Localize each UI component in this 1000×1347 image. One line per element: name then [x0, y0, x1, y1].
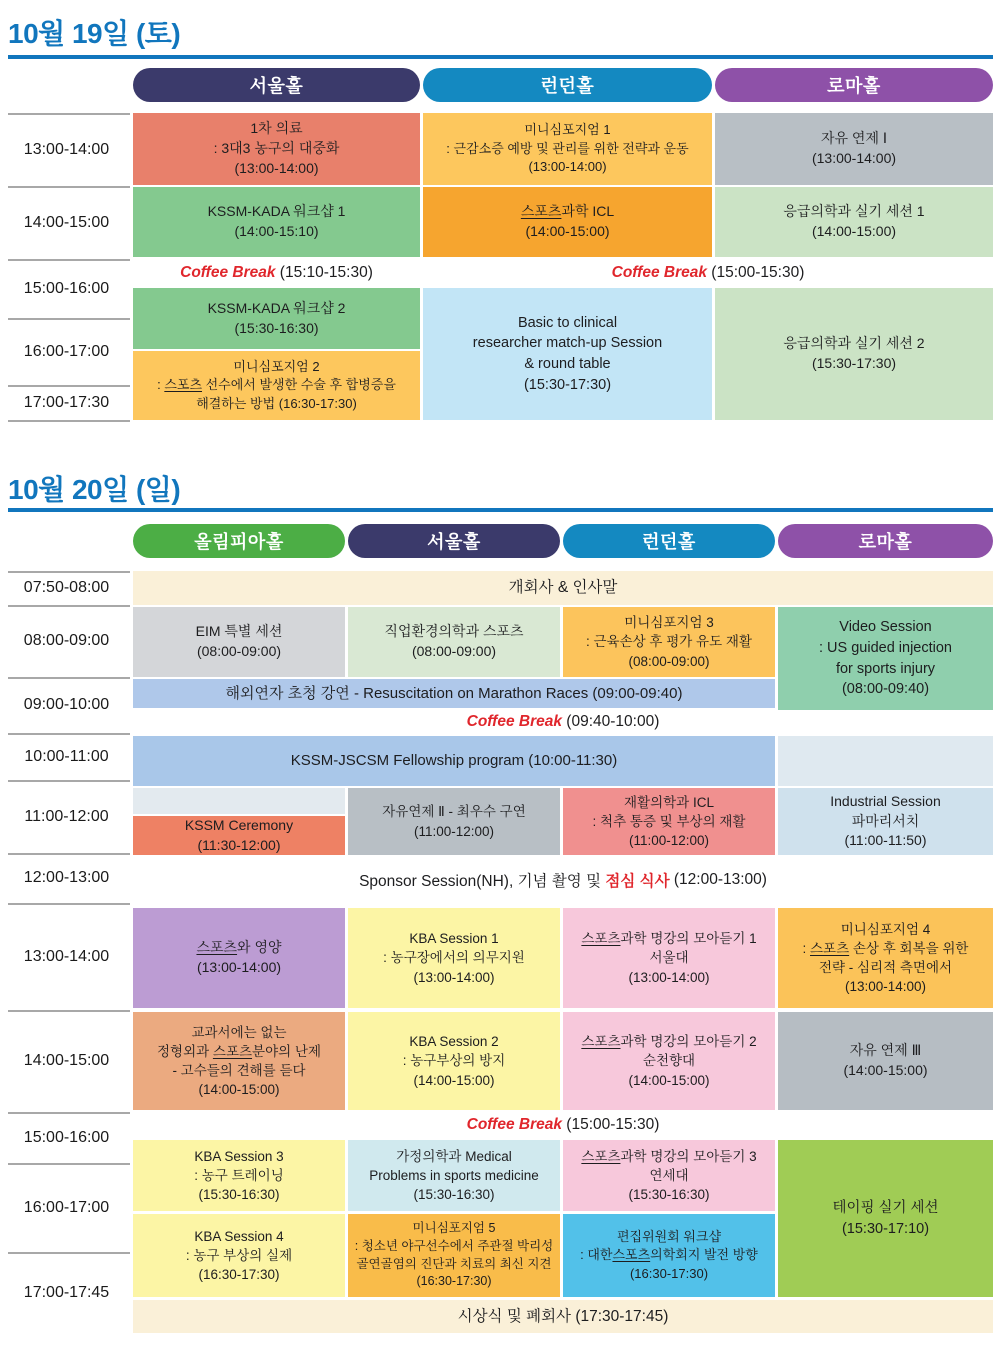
session-text-line: - 고수들의 견해를 듣다 [172, 1063, 306, 1078]
session-text-line: EIM 특별 세션 [195, 623, 283, 640]
session-text-line: KSSM-KADA 워크샵 2 [207, 299, 346, 316]
session-free-papers-2 [348, 788, 560, 855]
time-slot-label-day2-9: 16:00-17:00 [23, 1198, 110, 1216]
session-text-line: 가정의학과 Medical [396, 1148, 512, 1164]
session-text-line: 응급의학과 실기 세션 1 [783, 203, 925, 220]
session-text-line: KBA Session 4 [194, 1228, 284, 1244]
session-text-line: (14:00-15:00) [628, 1072, 710, 1088]
session-text-line: (16:30-17:30) [629, 1265, 709, 1281]
session-text-line: 정형외과 스포츠분야의 난제 [156, 1043, 321, 1059]
day-title-day1: 10월 19일 (토) [8, 18, 181, 49]
hall-pill-day2-london: 런던홀 [563, 524, 775, 558]
closing-ceremony [133, 1300, 993, 1333]
session-minisymposium-4 [778, 908, 993, 1008]
opening-remarks [133, 571, 993, 605]
session-text-line: (15:30-16:30) [198, 1187, 280, 1203]
session-minisymposium-1 [423, 113, 712, 185]
session-text-line: : 농구 부상의 실제 [185, 1247, 293, 1263]
note-accent-text: Coffee Break [611, 263, 707, 281]
session-text-line: 서울대 [649, 950, 689, 966]
hall-pill-day2-seoul: 서울홀 [348, 524, 560, 558]
session-minisymposium-3 [563, 607, 775, 677]
time-slot-label-day2-10: 17:00-17:45 [23, 1283, 110, 1301]
session-kssm-kada-workshop-2 [133, 288, 420, 349]
session-text-line: (13:00-14:00) [844, 979, 927, 995]
session-text-line: (11:00-12:00) [628, 833, 710, 849]
session-text-line: 스포츠과학 ICL [520, 203, 615, 220]
session-minisymposium-5 [348, 1214, 560, 1297]
session-text-line: 자유 연제 Ⅲ [849, 1042, 922, 1059]
session-text-line: 자유연제 Ⅱ - 최우수 구연 [382, 804, 526, 820]
session-text-line: : 대한스포츠의학회지 발전 방향 [580, 1247, 758, 1263]
session-researcher-matchup [423, 288, 712, 420]
sponsor-session-lunch [133, 855, 993, 905]
session-kba-3 [133, 1140, 345, 1211]
session-primary-care [133, 113, 420, 185]
session-fellowship-program [133, 736, 775, 786]
session-text-line: (15:30-16:30) [234, 319, 319, 336]
session-text-line: (16:30-17:30) [198, 1267, 280, 1283]
session-text-line: (15:30-17:30) [523, 376, 612, 393]
session-text-line: : 농구부상의 방지 [402, 1053, 506, 1069]
session-text-line: : 청소년 야구선수에서 주관절 박리성 [354, 1238, 554, 1253]
session-text-line: (14:00-15:00) [413, 1072, 495, 1088]
session-text-line: 미니심포지엄 2 [233, 358, 320, 374]
session-text-line: 스포츠과학 명강의 모아듣기 2 [581, 1034, 757, 1050]
time-slot-label-day2-4: 11:00-12:00 [24, 807, 109, 825]
session-eim-special [133, 607, 345, 677]
session-text-line: 해결하는 방법 (16:30-17:30) [196, 395, 357, 411]
session-text-line: (11:30-12:00) [197, 836, 281, 853]
hall-pill-day1-london: 런던홀 [423, 68, 712, 102]
session-text-line: (14:00-15:00) [525, 223, 610, 239]
session-text-line: : 근육손상 후 평가 유도 재활 [586, 634, 752, 650]
session-text-line: Video Session [839, 619, 932, 636]
session-text-line: (08:00-09:00) [196, 643, 282, 659]
session-text-line: 미니심포지엄 1 [524, 122, 611, 138]
session-text-line: : 스포츠 선수에서 발생한 수술 후 합병증을 [157, 377, 396, 393]
session-text-line: 자유 연제 Ⅰ [820, 130, 887, 147]
note-text: (15:00-15:30) [706, 263, 805, 281]
time-slot-label-day2-2: 09:00-10:00 [23, 696, 110, 713]
day-rule-day2 [8, 508, 993, 512]
session-text-line: (08:00-09:40) [841, 681, 930, 698]
session-text-line: : 농구장에서의 의무지원 [383, 950, 525, 966]
day-rule-day1 [8, 55, 993, 59]
empty-strip-olympia [133, 788, 345, 814]
session-kba-2 [348, 1012, 560, 1110]
note-text: (12:00-13:00) [669, 871, 767, 888]
session-minisymposium-2 [133, 351, 420, 420]
session-text-line: KSSM-KADA 워크샵 1 [207, 203, 346, 220]
session-text-line: 스포츠과학 명강의 모아듣기 3 [581, 1148, 757, 1164]
session-text-line: (15:30-16:30) [413, 1187, 495, 1203]
hall-pill-day2-roma: 로마홀 [778, 524, 993, 558]
session-text-line: KBA Session 2 [409, 1034, 499, 1050]
session-kba-4 [133, 1214, 345, 1297]
hall-pill-day1-seoul: 서울홀 [133, 68, 420, 102]
session-text-line: (14:00-15:00) [198, 1082, 280, 1098]
session-text-line: 해외연자 초청 강연 - Resuscitation on Marathon Races (09:00-09:40) [225, 684, 683, 702]
session-industrial [778, 788, 993, 855]
coffee-break-0940 [133, 710, 993, 734]
session-text-line: KSSM Ceremony [184, 816, 294, 833]
session-text-line: 응급의학과 실기 세션 2 [783, 335, 925, 352]
session-text-line: KBA Session 3 [194, 1148, 284, 1164]
session-text-line: (13:00-14:00) [413, 969, 495, 985]
time-slot-label-day2-5: 12:00-13:00 [23, 869, 110, 886]
session-famous-lectures-2 [563, 1012, 775, 1110]
session-text-line: (14:00-15:00) [811, 223, 897, 239]
time-slot-label-day1-2: 15:00-16:00 [23, 279, 110, 297]
session-kba-1 [348, 908, 560, 1008]
session-sports-science-icl [423, 187, 712, 257]
session-text-line: 전략 - 심리적 측면에서 [818, 960, 953, 975]
session-text-line: (13:00-14:00) [811, 150, 897, 166]
session-kssm-ceremony [133, 816, 345, 855]
note-text: (09:40-10:00) [561, 713, 660, 730]
session-famous-lectures-1 [563, 908, 775, 1008]
session-text-line: (16:30-17:30) [416, 1274, 492, 1289]
session-emergency-practice-2 [715, 288, 993, 420]
session-text-line: : 스포츠 손상 후 회복을 위한 [802, 940, 969, 956]
session-kssm-kada-workshop-1 [133, 187, 420, 257]
session-text-line: : 농구 트레이닝 [194, 1167, 284, 1183]
note-accent-text: 점심 식사 [605, 873, 670, 890]
session-editorial-workshop [563, 1214, 775, 1297]
session-text-line: : 3대3 농구의 대중화 [213, 140, 340, 157]
time-slot-label-day2-6: 13:00-14:00 [23, 947, 110, 965]
session-text-line: 연세대 [649, 1167, 689, 1183]
session-text-line: 1차 의료 [250, 120, 303, 137]
session-rehabilitation-icl [563, 788, 775, 855]
time-slot-label-day1-4: 17:00-17:30 [23, 393, 110, 411]
session-text-line: : 근감소증 예방 및 관리를 위한 전략과 운동 [446, 140, 689, 156]
session-text-line: (15:30-16:30) [628, 1187, 710, 1203]
session-text-line: 파마리서치 [851, 812, 920, 829]
session-text-line: (14:00-15:00) [843, 1062, 928, 1078]
session-text-line: & round table [524, 356, 611, 372]
session-orthopedic-challenges [133, 1012, 345, 1110]
session-text-line: 시상식 및 폐회사 (17:30-17:45) [457, 1307, 669, 1325]
session-text-line: (11:00-12:00) [413, 823, 495, 839]
session-text-line: 교과서에는 없는 [191, 1024, 287, 1040]
note-accent-text: Coffee Break [180, 263, 276, 281]
session-text-line: Basic to clinical [517, 314, 618, 331]
session-text-line: (15:30-17:10) [841, 1220, 930, 1237]
session-text-line: 스포츠과학 명강의 모아듣기 1 [581, 931, 757, 947]
session-text-line: Problems in sports medicine [369, 1167, 539, 1183]
time-slot-label-day2-7: 14:00-15:00 [23, 1052, 110, 1069]
session-text-line: : 척추 통증 및 부상의 재활 [592, 813, 746, 829]
time-slot-label-day2-8: 15:00-16:00 [23, 1128, 110, 1146]
session-text-line: 골연골염의 진단과 치료의 최신 지견 [356, 1256, 552, 1271]
coffee-break-london-roma [423, 257, 993, 288]
session-text-line: (08:00-09:00) [411, 643, 497, 659]
session-text-line: 편집위원회 워크샵 [616, 1228, 722, 1244]
session-text-line: (14:00-15:10) [234, 223, 319, 239]
hall-pill-day2-olympia: 올림피아홀 [133, 524, 345, 558]
time-slot-label-day1-3: 16:00-17:00 [23, 342, 110, 360]
session-free-papers-1 [715, 113, 993, 185]
session-text-line: 미니심포지엄 5 [412, 1221, 496, 1235]
time-slot-label-day1-1: 14:00-15:00 [23, 213, 110, 231]
note-text: Sponsor Session(NH), 기념 촬영 및 [359, 873, 606, 890]
note-text: (15:00-15:30) [561, 1116, 660, 1133]
session-text-line: 스포츠와 영양 [196, 939, 282, 956]
session-text-line: (08:00-09:00) [628, 653, 710, 669]
session-emergency-practice-1 [715, 187, 993, 257]
session-text-line: 재활의학과 ICL [624, 794, 714, 810]
session-text-line: for sports injury [835, 660, 936, 677]
session-occupational-medicine [348, 607, 560, 677]
coffee-break-seoul [133, 257, 420, 288]
session-text-line: KSSM-JSCSM Fellowship program (10:00-11:30) [290, 752, 618, 770]
session-text-line: Industrial Session [830, 792, 941, 809]
time-slot-label-day2-1: 08:00-09:00 [23, 632, 110, 649]
session-taping-practice [778, 1140, 993, 1297]
session-text-line: KBA Session 1 [409, 931, 499, 947]
session-text-line: : US guided injection [819, 639, 952, 656]
session-text-line: (13:00-14:00) [234, 159, 319, 176]
session-text-line: 직업환경의학과 스포츠 [384, 623, 524, 640]
day-title-day2: 10월 20일 (일) [8, 474, 181, 505]
session-text-line: 미니심포지엄 3 [624, 615, 714, 631]
session-text-line: 순천향대 [642, 1053, 696, 1069]
session-free-papers-3 [778, 1012, 993, 1110]
time-grid-line [8, 420, 130, 422]
session-text-line: researcher match-up Session [472, 335, 663, 352]
empty-cell-roma [778, 736, 993, 786]
session-famous-lectures-3 [563, 1140, 775, 1211]
session-text-line: (13:00-14:00) [628, 969, 710, 985]
session-text-line: (13:00-14:00) [528, 159, 607, 175]
session-text-line: 개회사 & 인사말 [508, 579, 618, 596]
session-text-line: 미니심포지엄 4 [840, 921, 931, 937]
session-text-line: (15:30-17:30) [811, 355, 897, 371]
note-accent-text: Coffee Break [466, 713, 562, 730]
coffee-break-1500 [133, 1112, 993, 1138]
time-slot-label-day2-3: 10:00-11:00 [24, 747, 109, 765]
time-slot-label-day2-0: 07:50-08:00 [23, 579, 110, 596]
note-text: (15:10-15:30) [275, 263, 373, 281]
session-text-line: (11:00-11:50) [844, 832, 927, 849]
note-accent-text: Coffee Break [466, 1116, 562, 1133]
time-slot-label-day1-0: 13:00-14:00 [23, 140, 110, 158]
session-video-us-injection [778, 607, 993, 710]
session-text-line: 테이핑 실기 세션 [832, 1199, 939, 1216]
session-text-line: (13:00-14:00) [196, 959, 282, 975]
hall-pill-day1-roma: 로마홀 [715, 68, 993, 102]
session-family-medicine [348, 1140, 560, 1211]
session-sports-nutrition [133, 908, 345, 1008]
session-marathon-lecture [133, 679, 775, 708]
